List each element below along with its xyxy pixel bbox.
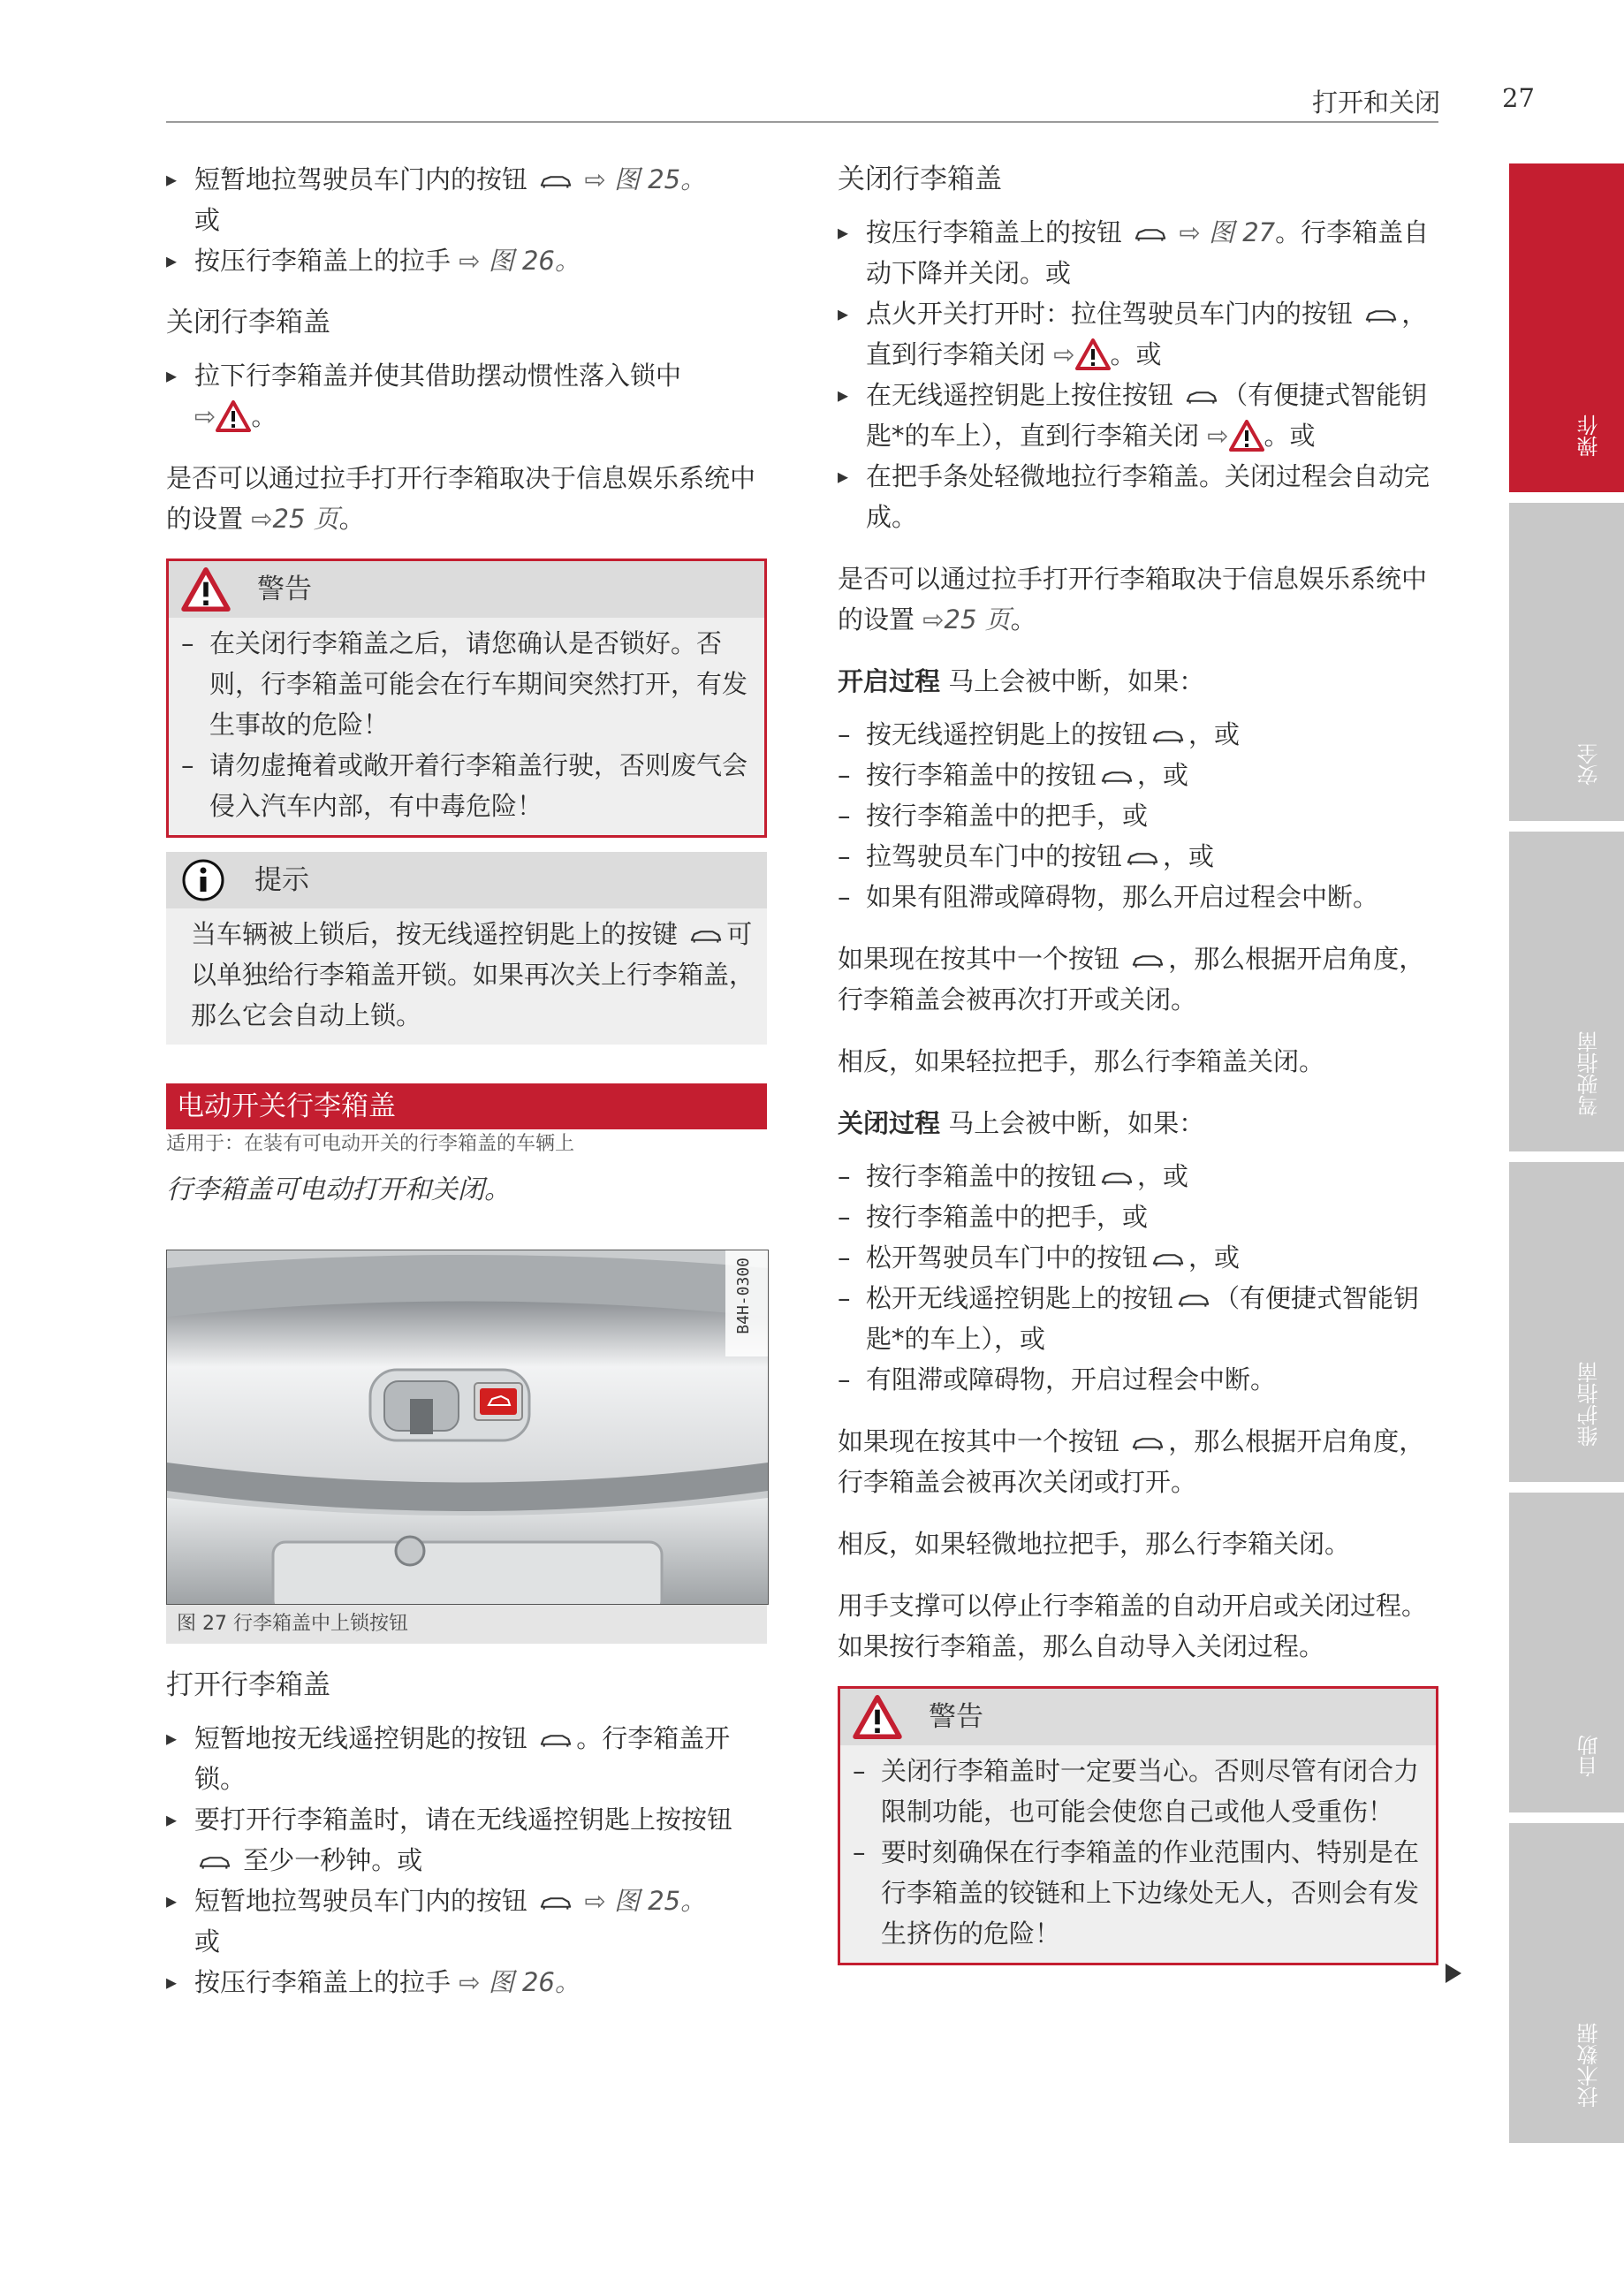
list-item: [838, 293, 1438, 375]
list-item: [838, 795, 1438, 836]
warning-triangle-icon[interactable]: [1075, 338, 1111, 370]
right-column: [838, 159, 1438, 1965]
subheading-close-trunk: 关闭行李箱盖: [166, 307, 330, 338]
list-item: ▸ 在把手条处轻微地拉行李箱盖。关闭过程会自动完成。: [838, 456, 1438, 537]
tab-technical-data[interactable]: [1509, 1823, 1624, 2143]
cross-ref-arrow-icon: ⇨: [922, 604, 945, 634]
paragraph-text: 如果现在按其中一个按钮: [838, 944, 1120, 974]
cross-ref-arrow-icon: ⇨: [1207, 421, 1229, 451]
list-item-text: 在无线遥控钥匙上按住按钮: [866, 380, 1174, 410]
warning-triangle-icon[interactable]: [216, 400, 251, 432]
applicability-note: 适用于：在装有可电动开关的行李箱盖的车辆上: [166, 1133, 575, 1155]
list-item: [838, 755, 1438, 795]
punctuation: 。: [338, 504, 365, 534]
trunk-car-icon: [1131, 1434, 1165, 1452]
warning-item: – 请勿虚掩着或敞开着行李箱盖行驶，否则废气会侵入汽车内部，有中毒危险！: [181, 745, 752, 826]
figure-link[interactable]: 图 26。: [488, 246, 581, 276]
section-title-power-trunk: 电动开关行李箱盖: [166, 1083, 767, 1129]
warning-header: [169, 561, 764, 618]
list-item-text: 按无线遥控钥匙上的按钮: [866, 719, 1149, 749]
list-item: [166, 355, 767, 437]
figure-code: B4H-0300: [734, 1258, 753, 1334]
figure-caption: 图 27 行李箱盖中上锁按钮: [166, 1605, 767, 1644]
trunk-lid-illustration: [167, 1250, 768, 1604]
page-link[interactable]: 25 页: [272, 504, 339, 534]
list-item: [838, 212, 1438, 293]
cross-ref-arrow-icon: ⇨: [459, 246, 481, 276]
list-item: [838, 877, 1438, 917]
trunk-car-icon: [1151, 1250, 1185, 1268]
list-item-text: 按压行李箱盖上的拉手: [194, 1967, 452, 1997]
paragraph: [838, 559, 1438, 640]
trunk-car-icon: [1185, 388, 1218, 406]
list-item: [838, 375, 1438, 456]
figure-link[interactable]: 图 27: [1208, 217, 1276, 247]
list-item-text: 按压行李箱盖上的按钮: [866, 217, 1123, 247]
trunk-car-icon: [1100, 768, 1134, 786]
list-item-text: ，或: [1188, 1242, 1241, 1273]
list-item-text: 至少一秒钟。或: [243, 1845, 423, 1875]
run-in-label: 开启过程: [838, 666, 941, 696]
header-rule: [166, 121, 1438, 123]
trunk-car-icon: [1177, 1291, 1210, 1309]
figure-link[interactable]: 图 26。: [488, 1967, 581, 1997]
list-item-text: 松开无线遥控钥匙上的按钮: [866, 1283, 1174, 1313]
trunk-car-icon: [1131, 952, 1165, 969]
warning-title: 警告: [929, 1701, 983, 1733]
warning-item: – 要时刻确保在行李箱盖的作业范围内、特别是在行李箱盖的铰链和上下边缘处无人，否则会有发生挤伤的危险！: [853, 1832, 1423, 1954]
section-intro: 行李箱盖可电动打开和关闭。: [166, 1174, 511, 1205]
warning-triangle-icon: [853, 1695, 902, 1739]
trunk-car-icon: [1134, 225, 1167, 243]
warning-header: [840, 1689, 1436, 1745]
run-in-label: 关闭过程: [838, 1108, 941, 1138]
list-item: [838, 714, 1438, 755]
warning-item: – 在关闭行李箱盖之后，请您确认是否锁好。否则，行李箱盖可能会在行车期间突然打开，有发生事故的危险！: [181, 623, 752, 745]
warning-box: [166, 559, 767, 838]
trunk-car-icon: [539, 172, 573, 190]
list-item-text: 。或: [1110, 339, 1162, 369]
note-title: 提示: [254, 864, 309, 896]
paragraph-text: ，那么根据开启角度，行李箱盖会被再次关闭或打开。: [838, 1426, 1425, 1497]
list-item-text: 短暂地按无线遥控钥匙的按钮: [194, 1723, 528, 1753]
paragraph-open-process: [838, 661, 1438, 702]
list-item-text: 按行李箱盖中的把手，或: [866, 801, 1149, 831]
list-item: [838, 1278, 1438, 1359]
list-item-text: ，或: [1163, 841, 1215, 871]
list-item: [166, 1718, 767, 1799]
paragraph: 相反，如果轻微地拉把手，那么行李箱关闭。: [838, 1529, 1351, 1559]
note-text: [191, 914, 755, 1036]
list-item-text: 。行李箱盖开锁。: [194, 1723, 731, 1794]
trunk-car-icon: [689, 927, 723, 945]
list-item: [166, 1881, 767, 1921]
list-item: [166, 1799, 767, 1881]
left-column: [166, 159, 767, 2002]
list-item-text: 拉下行李箱盖并使其借助摆动惯性落入锁中: [194, 361, 682, 391]
list-item-text: （有便捷式智能钥匙*的车上），直到行李箱关闭: [866, 380, 1428, 451]
warning-box: [838, 1686, 1438, 1965]
list-item-text: ，或: [1188, 719, 1241, 749]
punctuation: 。: [251, 401, 277, 431]
trunk-car-icon: [1100, 1169, 1134, 1187]
list-item-text: 按压行李箱盖上的拉手: [194, 246, 452, 276]
paragraph-text: 马上会被中断，如果：: [948, 1108, 1205, 1138]
page-link[interactable]: 25 页: [944, 604, 1011, 634]
figure-link[interactable]: 图 25。: [613, 164, 707, 194]
list-item-text: 。或: [1264, 421, 1316, 451]
info-icon: [178, 858, 228, 902]
list-item-text: ，直到行李箱关闭: [866, 299, 1428, 369]
trunk-car-icon: [539, 1731, 573, 1749]
list-item-text: 。行李箱盖自动下降并关闭。或: [866, 217, 1430, 288]
paragraph-text: ，那么根据开启角度，行李箱盖会被再次打开或关闭。: [838, 944, 1425, 1014]
punctuation: 。: [1010, 604, 1036, 634]
paragraph: 用手支撑可以停止行李箱盖的自动开启或关闭过程。如果按行李箱盖，那么自动导入关闭过程。: [838, 1591, 1428, 1661]
list-item: [166, 240, 767, 281]
trunk-car-icon: [1151, 727, 1185, 745]
list-item: [166, 1962, 767, 2002]
subheading-open-trunk: 打开行李箱盖: [166, 1669, 330, 1701]
list-item: [166, 159, 767, 200]
list-item-text: 短暂地拉驾驶员车门内的按钮: [194, 164, 528, 194]
list-item-text: ，或: [1137, 1161, 1189, 1191]
running-header-title: 打开和关闭: [1311, 87, 1440, 118]
warning-triangle-icon: [181, 567, 231, 612]
list-item-text: 按行李箱盖中的按钮: [866, 760, 1097, 790]
cross-ref-arrow-icon: ⇨: [1179, 217, 1201, 247]
cross-ref-arrow-icon: ⇨: [584, 1886, 606, 1916]
figure-trunk-lock-button: [166, 1250, 769, 1605]
list-item-text: （有便捷式智能钥匙*的车上），或: [866, 1283, 1420, 1354]
warning-item: – 关闭行李箱盖时一定要当心。否则尽管有闭合力限制功能，也可能会使您自己或他人受重伤！: [853, 1751, 1423, 1832]
list-item: [838, 1156, 1438, 1197]
tab-label: 安全: [1577, 743, 1602, 786]
or-text: 或: [194, 205, 221, 235]
paragraph: 相反，如果轻拉把手，那么行李箱盖关闭。: [838, 1046, 1325, 1076]
paragraph-text: 马上会被中断，如果：: [948, 666, 1205, 696]
tab-label: 维护指南: [1577, 1362, 1602, 1447]
warning-title: 警告: [257, 574, 312, 605]
list-item-text: 点火开关打开时：拉住驾驶员车门内的按钮: [866, 299, 1354, 329]
list-item-text: 如果有阻滞或障碍物，那么开启过程会中断。: [866, 882, 1379, 912]
continue-arrow-icon: [1446, 1964, 1461, 1983]
tab-operation[interactable]: [1509, 163, 1624, 492]
cross-ref-arrow-icon: ⇨: [1053, 339, 1075, 369]
tab-label: 操作: [1577, 414, 1602, 457]
tab-label: 自助: [1577, 1735, 1602, 1777]
paragraph: [838, 1421, 1438, 1502]
list-item: [838, 1197, 1438, 1237]
trunk-car-icon: [198, 1853, 231, 1871]
trunk-car-icon: [539, 1894, 573, 1911]
note-box: [166, 852, 767, 1045]
or-text: 或: [194, 1926, 221, 1957]
tab-label: 技术数据: [1577, 2023, 1602, 2108]
list-item: [838, 1237, 1438, 1278]
list-item-text: 松开驾驶员车门中的按钮: [866, 1242, 1149, 1273]
tab-driving-guide[interactable]: [1509, 832, 1624, 1151]
page-number: 27: [1502, 83, 1535, 113]
list-item-text: 短暂地拉驾驶员车门内的按钮: [194, 1886, 528, 1916]
cross-ref-arrow-icon: ⇨: [251, 504, 273, 534]
cross-ref-arrow-icon: ⇨: [459, 1967, 481, 1997]
trunk-car-icon: [1126, 849, 1159, 867]
paragraph-text: 是否可以通过拉手打开行李箱取决于信息娱乐系统中的设置: [838, 564, 1428, 634]
list-item-text: 拉驾驶员车门中的按钮: [866, 841, 1123, 871]
list-item-text: 按行李箱盖中的把手，或: [866, 1202, 1149, 1232]
list-item-text: ，或: [1137, 760, 1189, 790]
list-item-text: 有阻滞或障碍物，开启过程会中断。: [866, 1364, 1277, 1394]
paragraph-close-process: [838, 1103, 1438, 1144]
paragraph: [838, 938, 1438, 1020]
tab-self-help[interactable]: [1509, 1493, 1624, 1812]
note-header: [166, 852, 767, 908]
subheading-close-trunk: 关闭行李箱盖: [838, 163, 1002, 195]
cross-ref-arrow-icon: ⇨: [194, 401, 216, 431]
note-text-part: 可以单独给行李箱盖开锁。如果再次关上行李箱盖，那么它会自动上锁。: [191, 919, 755, 1030]
trunk-car-icon: [1364, 307, 1398, 324]
list-item: [838, 836, 1438, 877]
paragraph-text: 是否可以通过拉手打开行李箱取决于信息娱乐系统中的设置: [166, 463, 756, 534]
cross-ref-arrow-icon: ⇨: [584, 164, 606, 194]
tab-maintenance-guide[interactable]: [1509, 1162, 1624, 1482]
figure-link[interactable]: 图 25。: [613, 1886, 707, 1916]
paragraph: [166, 458, 767, 539]
tab-label: 驾驶指南: [1577, 1031, 1602, 1116]
tab-safety[interactable]: [1509, 503, 1624, 821]
list-item-text: 要打开行李箱盖时，请在无线遥控钥匙上按按钮: [194, 1805, 733, 1835]
list-item: [838, 1359, 1438, 1400]
paragraph-text: 如果现在按其中一个按钮: [838, 1426, 1120, 1456]
warning-triangle-icon[interactable]: [1229, 420, 1264, 452]
list-item-text: 按行李箱盖中的按钮: [866, 1161, 1097, 1191]
note-text-part: 当车辆被上锁后，按无线遥控钥匙上的按键: [191, 919, 679, 949]
